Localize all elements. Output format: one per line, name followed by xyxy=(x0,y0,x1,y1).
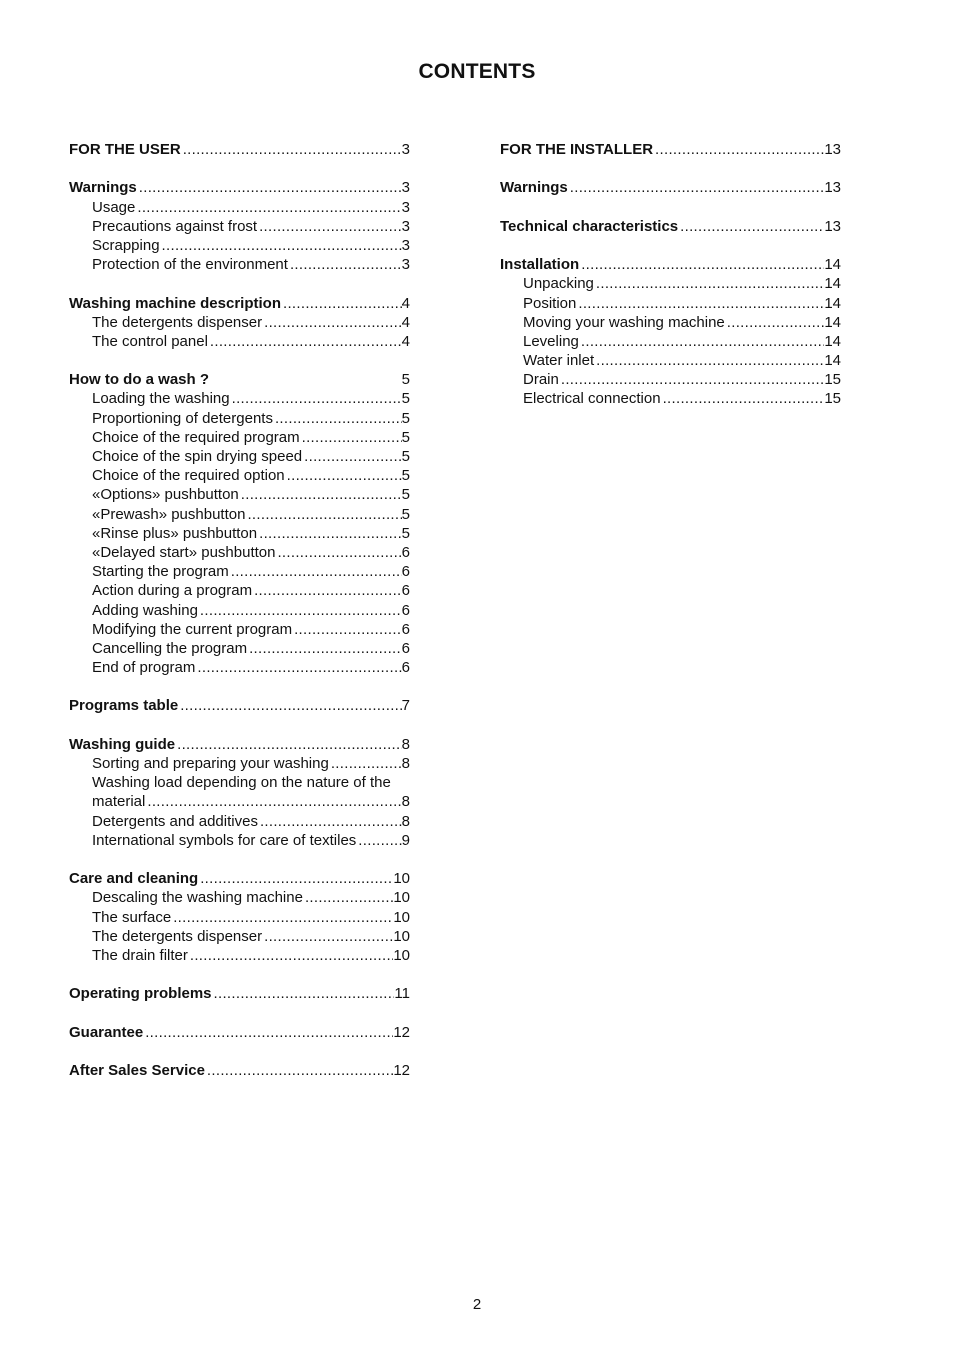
toc-item[interactable]: Adding washing ..... 6 xyxy=(69,601,410,620)
toc-item[interactable]: «Delayed start» pushbutton ..... 6 xyxy=(69,543,410,562)
toc-item[interactable]: The surface ..... 10 xyxy=(69,908,410,927)
toc-item[interactable]: Starting the program ..... 6 xyxy=(69,562,410,581)
toc-item[interactable]: End of program ..... 6 xyxy=(69,658,410,677)
toc-item[interactable]: The drain filter ..... 10 xyxy=(69,946,410,965)
page-title: CONTENTS xyxy=(418,60,536,83)
toc-item[interactable]: The detergents dispenser ..... 10 xyxy=(69,927,410,946)
toc-item[interactable]: Unpacking ..... 14 xyxy=(500,274,841,293)
toc-section-installation[interactable]: Installation ..... 14 xyxy=(500,255,841,274)
toc-section-operating-problems[interactable]: Operating problems ..... 11 xyxy=(69,984,410,1003)
toc-item[interactable]: Loading the washing ..... 5 xyxy=(69,389,410,408)
toc-section-care-and-cleaning[interactable]: Care and cleaning ..... 10 xyxy=(69,869,410,888)
toc-item[interactable]: Modifying the current program ..... 6 xyxy=(69,620,410,639)
page-number: 2 xyxy=(472,1296,482,1313)
toc-column-installer xyxy=(500,140,841,409)
toc-section-warnings[interactable]: Warnings ..... 3 xyxy=(69,178,410,197)
toc-item[interactable]: Scrapping ..... 3 xyxy=(69,236,410,255)
toc-item[interactable]: Washing load depending on the nature of the xyxy=(92,774,391,792)
toc-item[interactable]: Water inlet ..... 14 xyxy=(500,351,841,370)
toc-item[interactable]: Moving your washing machine ..... 14 xyxy=(500,313,841,332)
toc-section-after-sales-service[interactable]: After Sales Service ..... 12 xyxy=(69,1061,410,1080)
toc-section-how-to-do-a-wash[interactable]: How to do a wash ? 5 xyxy=(69,371,410,389)
toc-section-for-the-user[interactable]: FOR THE USER ..... 3 xyxy=(69,140,410,159)
toc-item[interactable]: «Rinse plus» pushbutton ..... 5 xyxy=(69,524,410,543)
toc-section-technical-characteristics[interactable]: Technical characteristics ..... 13 xyxy=(500,217,841,236)
toc-item[interactable]: Precautions against frost ..... 3 xyxy=(69,217,410,236)
toc-item[interactable]: Proportioning of detergents ..... 5 xyxy=(69,409,410,428)
toc-item[interactable]: The control panel ..... 4 xyxy=(69,332,410,351)
toc-section-washing-machine-description[interactable]: Washing machine description ..... 4 xyxy=(69,294,410,313)
toc-section-for-the-installer[interactable]: FOR THE INSTALLER ..... 13 xyxy=(500,140,841,159)
toc-item[interactable]: Choice of the required option ..... 5 xyxy=(69,466,410,485)
toc-section-installer-warnings[interactable]: Warnings ..... 13 xyxy=(500,178,841,197)
toc-item[interactable]: Sorting and preparing your washing ..... 8 xyxy=(69,754,410,773)
toc-item[interactable]: International symbols for care of textiles ..... 9 xyxy=(69,831,410,850)
toc-item[interactable]: «Prewash» pushbutton ..... 5 xyxy=(69,505,410,524)
toc-item[interactable]: Action during a program ..... 6 xyxy=(69,581,410,600)
toc-section-programs-table[interactable]: Programs table ..... 7 xyxy=(69,696,410,715)
toc-item[interactable]: «Options» pushbutton ..... 5 xyxy=(69,485,410,504)
toc-item[interactable]: Choice of the required program ..... 5 xyxy=(69,428,410,447)
toc-item[interactable]: Electrical connection ..... 15 xyxy=(500,389,841,408)
toc-section-guarantee[interactable]: Guarantee ..... 12 xyxy=(69,1023,410,1042)
toc-item[interactable]: material ..... 8 xyxy=(69,792,410,811)
toc-item[interactable]: Descaling the washing machine ..... 10 xyxy=(69,888,410,907)
toc-column-user xyxy=(69,140,410,1080)
toc-item[interactable]: Position ..... 14 xyxy=(500,294,841,313)
toc-item[interactable]: Choice of the spin drying speed ..... 5 xyxy=(69,447,410,466)
toc-item[interactable]: Drain ..... 15 xyxy=(500,370,841,389)
toc-item[interactable]: Protection of the environment ..... 3 xyxy=(69,255,410,274)
toc-item[interactable]: Leveling ..... 14 xyxy=(500,332,841,351)
toc-item[interactable]: Cancelling the program ..... 6 xyxy=(69,639,410,658)
toc-item[interactable]: Detergents and additives ..... 8 xyxy=(69,812,410,831)
toc-section-washing-guide[interactable]: Washing guide ..... 8 xyxy=(69,735,410,754)
toc-item[interactable]: Usage ..... 3 xyxy=(69,198,410,217)
toc-item[interactable]: The detergents dispenser ..... 4 xyxy=(69,313,410,332)
